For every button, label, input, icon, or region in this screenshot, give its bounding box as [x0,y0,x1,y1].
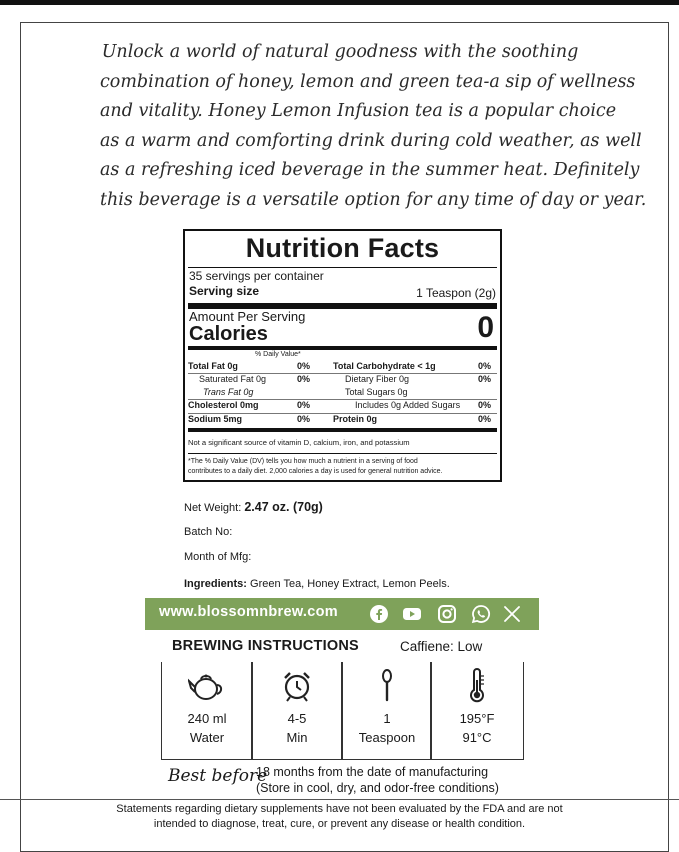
brew-cell-time [252,662,342,760]
disclaimer-divider [0,799,679,800]
ingredients-value: Green Tea, Honey Extract, Lemon Peels. [250,578,450,590]
top-border [0,0,679,5]
disclaimer-line: Statements regarding dietary supplements have not been evaluated by the FDA and are not [116,803,563,815]
brew-cell-temperature [432,662,522,760]
nutrient-label: Total Sugars 0g [345,387,408,397]
nutrient-label: Dietary Fiber 0g [345,374,410,384]
brew-cell-quantity [342,662,432,760]
best-before-text [256,764,499,796]
temperature-c: 91°C [462,730,492,745]
intro-line: and vitality. Honey Lemon Infusion tea is a popular choice [100,101,617,122]
net-weight-label: Net Weight: [184,502,242,514]
website-bar [145,598,539,630]
whatsapp-icon[interactable] [470,603,492,625]
medium-divider [188,346,497,350]
temperature-f: 195°F [459,711,495,726]
storage-instructions: (Store in cool, dry, and odor-free conditions) [256,781,499,795]
nutrient-label: Includes 0g Added Sugars [355,400,461,410]
calories-value: 0 [477,311,494,344]
thick-divider [188,428,497,432]
nutrient-pct: 0% [297,374,311,384]
youtube-icon[interactable] [401,603,423,625]
month-of-mfg-label: Month of Mfg: [184,551,252,563]
intro-paragraph [100,38,647,216]
disclaimer-line: intended to diagnose, treat, cure, or prevent any disease or health condition. [153,818,526,830]
nutrient-label: Sodium 5mg [188,414,243,424]
nutrient-pct: 0% [478,414,492,424]
ingredients-label: Ingredients: [184,578,247,590]
water-label: Water [189,730,225,745]
nutrient-pct: 0% [478,374,492,384]
row-divider [188,399,497,400]
thermometer-icon [432,668,522,704]
best-before-label: Best before [168,766,268,786]
daily-value-header: % Daily Value* [255,351,301,358]
nutrient-pct: 0% [478,400,492,410]
row-divider [188,413,497,414]
nutrient-label: Saturated Fat 0g [199,374,267,384]
intro-line: this beverage is a versatile option for any time of day or year. [100,189,647,210]
website-url[interactable]: www.blossomnbrew.com [159,604,338,620]
caffeine-level: Caffiene: Low [400,639,483,654]
net-weight-value: 2.47 oz. (70g) [244,500,323,514]
teapot-icon [162,668,252,704]
nutrient-label: Total Carbohydrate < 1g [333,361,436,371]
nutrient-pct: 0% [478,361,492,371]
nutrition-facts-title: Nutrition Facts [245,233,440,263]
nutrient-label: Total Fat 0g [188,361,238,371]
brew-cell-water [162,662,252,760]
footnote-line: contributes to a daily diet. 2,000 calories a day is used for general nutrition advice. [188,468,443,475]
spoon-icon [342,668,432,704]
batch-number-label: Batch No: [184,526,233,538]
nutrient-label: Trans Fat 0g [203,387,254,397]
brewing-instructions-heading: BREWING INSTRUCTIONS [172,638,359,654]
intro-line: Unlock a world of natural goodness with the soothing [101,42,579,62]
nutrition-facts-panel [183,229,502,482]
serving-size-label: Serving size [189,284,260,298]
intro-line: as a warm and comforting drink during cold weather, as well [100,130,642,151]
amount-per-serving: Amount Per Serving [189,309,306,324]
nutrient-label: Cholesterol 0mg [188,400,259,410]
water-amount: 240 ml [187,711,227,726]
alarm-clock-icon [252,668,342,704]
nutrient-pct: 0% [297,414,311,424]
tea-quantity: 1 [383,711,391,726]
ingredients [184,578,450,590]
footnote-line: *The % Daily Value (DV) tells you how much a nutrient in a serving of food [188,458,418,465]
nutrient-pct: 0% [297,400,311,410]
nutrient-label: Protein 0g [333,414,378,424]
net-weight [184,500,323,514]
facebook-icon[interactable] [368,603,390,625]
divider [188,267,497,268]
intro-line: combination of honey, lemon and green tea-a sip of wellness [100,71,636,92]
row-divider [188,373,497,374]
tea-quantity-unit: Teaspoon [358,730,416,745]
brewing-grid [161,662,524,760]
intro-line: as a refreshing iced beverage in the summer heat. Definitely [100,160,640,181]
divider [188,453,497,454]
not-significant-source: Not a significant source of vitamin D, calcium, iron, and potassium [188,438,410,447]
shelf-life: 18 months from the date of manufacturing [256,765,489,779]
steep-unit: Min [286,730,308,745]
calories-label: Calories [189,323,268,345]
nutrient-pct: 0% [297,361,311,371]
serving-size-value: 1 Teaspon (2g) [416,286,496,300]
instagram-icon[interactable] [436,603,458,625]
x-icon[interactable] [501,603,523,625]
servings-per-container: 35 servings per container [189,269,324,283]
steep-time: 4-5 [287,711,307,726]
